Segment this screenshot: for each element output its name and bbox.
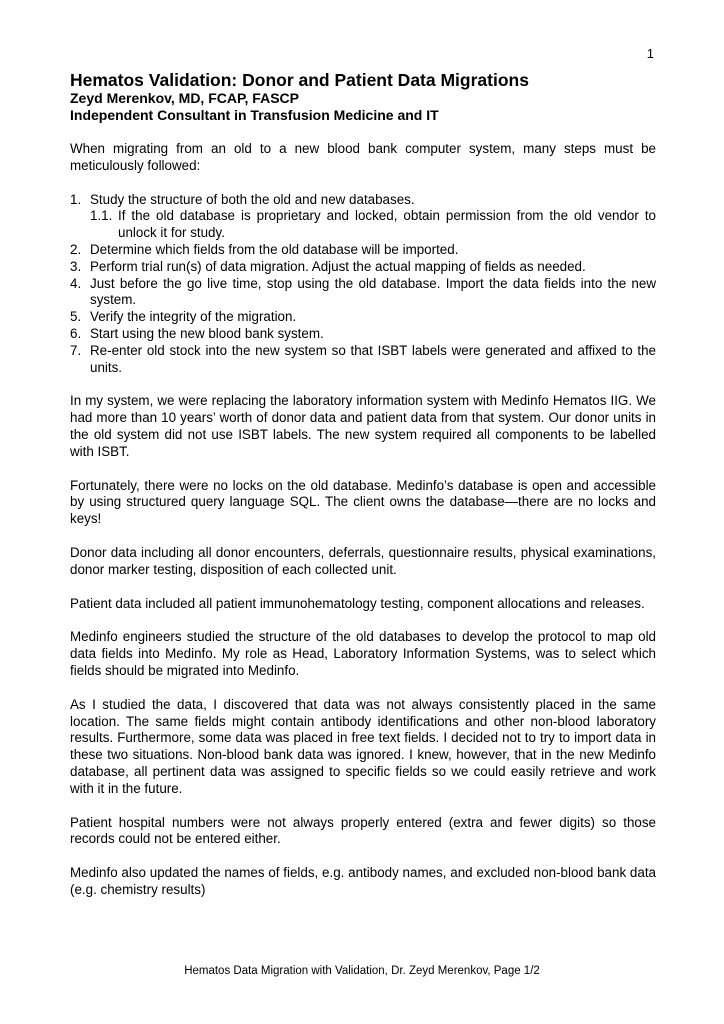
document-body <box>70 70 656 899</box>
page-number: 1 <box>646 46 654 61</box>
paragraph: Patient data included all patient immunohematology testing, component allocations and releases. <box>70 595 645 611</box>
paragraph: Patient hospital numbers were not always properly entered (extra and fewer digits) so those records could not be entered either. <box>70 814 656 847</box>
paragraph: Medinfo engineers studied the structure of the old databases to develop the protocol to map old data fields into Medinfo. My role as Head, Laboratory Information Systems, was to select which fields should be migrated into Medinfo. <box>70 629 656 678</box>
paragraph: Fortunately, there were no locks on the old database. Medinfo’s database is open and accessible by using structured query language SQL. The client owns the database—there are no locks and keys! <box>70 477 656 527</box>
document-title: Hematos Validation: Donor and Patient Data Migrations <box>70 70 529 90</box>
paragraph: Medinfo also updated the names of fields, e.g. antibody names, and excluded non-blood bank data (e.g. chemistry results) <box>70 865 656 897</box>
list-item: 2. Determine which fields from the old database will be imported. <box>70 241 459 257</box>
list-item: 3. Perform trial run(s) of data migration. Adjust the actual mapping of fields as needed. <box>70 258 586 274</box>
paragraph: As I studied the data, I discovered that data was not always consistently placed in the same location. The same fields might contain antibody identifications and other non-blood laboratory results. Furthermore, some data was placed in free text fields. I decided not to try to import data in these two situations. Non-blood bank data was ignored. I knew, however, that in the new Medinfo database, all pertinent data was assigned to specific fields so we could easily retrieve and work with it in the future. <box>70 696 656 796</box>
paragraph: In my system, we were replacing the laboratory information system with Medinfo Hematos IIG. We had more than 10 years’ worth of donor data and patient data from that system. Our donor units in the old system did not use ISBT labels. The new system required all components to be labelled with ISBT. <box>70 393 656 459</box>
list-item: 5. Verify the integrity of the migration. <box>70 309 297 325</box>
list-item: 1. Study the structure of both the old and new databases. <box>70 191 415 207</box>
paragraph: Donor data including all donor encounters, deferrals, questionnaire results, physical examinations, donor marker testing, disposition of each collected unit. <box>70 544 656 577</box>
list-item: 7. Re-enter old stock into the new system so that ISBT labels were generated and affixed to the units. <box>70 342 656 375</box>
list-item: 6. Start using the new blood bank system. <box>70 325 324 341</box>
page-footer: Hematos Data Migration with Validation, Dr. Zeyd Merenkov, Page 1/2 <box>184 965 540 977</box>
migration-steps-list <box>70 192 656 377</box>
author-name: Zeyd Merenkov, MD, FCAP, FASCP <box>70 90 299 106</box>
list-item: 1.1. If the old database is proprietary and locked, obtain permission from the old vendor to unlock it for study. <box>90 208 656 241</box>
intro-paragraph: When migrating from an old to a new blood bank computer system, many steps must be meticulously followed: <box>70 141 656 173</box>
list-item: 4. Just before the go live time, stop using the old database. Import the data fields into the new system. <box>70 275 656 308</box>
author-affiliation: Independent Consultant in Transfusion Medicine and IT <box>70 107 439 123</box>
